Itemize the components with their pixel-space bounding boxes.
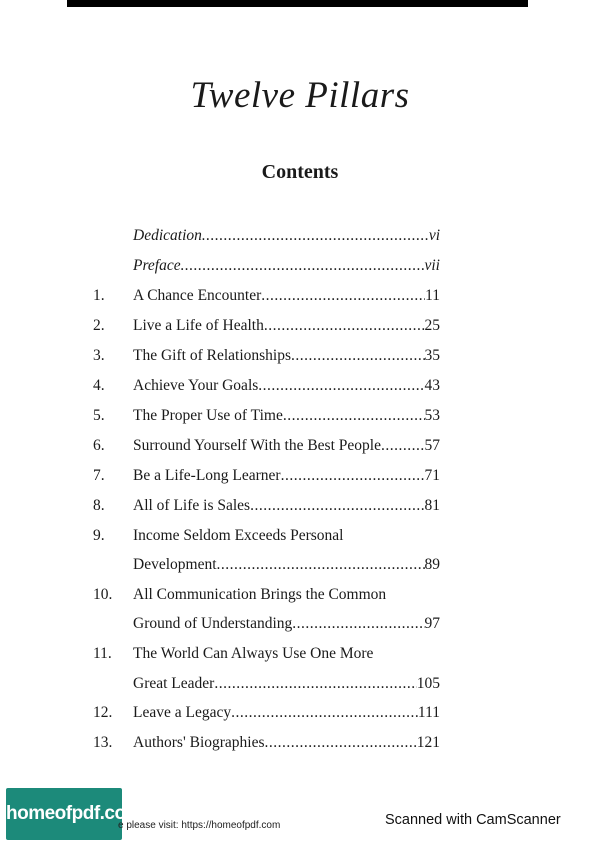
toc-title: The Proper Use of Time (133, 407, 283, 424)
toc-page: 81 (424, 497, 440, 514)
toc-title: The World Can Always Use One More (133, 645, 374, 662)
toc-title: Authors' Biographies (133, 734, 265, 751)
toc-title: Dedication (133, 227, 202, 244)
dot-leader (231, 702, 418, 724)
toc-page: 25 (424, 317, 440, 334)
toc-entry-1[interactable] (0, 285, 595, 307)
toc-number: 4. (93, 377, 105, 394)
toc-page: 111 (417, 704, 440, 721)
toc-entry-9[interactable] (0, 525, 595, 547)
toc-entry-4[interactable] (0, 375, 595, 397)
homeofpdf-logo[interactable]: homeofpdf.com (6, 788, 122, 840)
toc-number: 1. (93, 287, 105, 304)
toc-entry-11-cont[interactable] (0, 673, 595, 695)
toc-title: Live a Life of Health (133, 317, 264, 334)
dot-leader (283, 405, 425, 427)
toc-page: 121 (416, 734, 440, 751)
dot-leader (214, 673, 416, 695)
dot-leader (291, 345, 425, 367)
toc-entry-preface[interactable] (0, 255, 595, 277)
toc-title: A Chance Encounter (133, 287, 262, 304)
toc-title-cont: Great Leader (133, 675, 215, 692)
visit-link-text[interactable]: e please visit: https://homeofpdf.com (118, 820, 281, 831)
toc-entry-dedication[interactable] (0, 225, 595, 247)
toc-entry-9-cont[interactable] (0, 554, 595, 576)
dot-leader (202, 225, 429, 247)
dot-leader (281, 465, 425, 487)
toc-title: All of Life is Sales (133, 497, 251, 514)
toc-number: 5. (93, 407, 105, 424)
toc-title-cont: Development (133, 556, 217, 573)
dot-leader (217, 554, 425, 576)
toc-page: 89 (424, 556, 440, 573)
toc-entry-10-cont[interactable] (0, 613, 595, 635)
toc-page: vi (428, 227, 440, 244)
book-title: Twelve Pillars (190, 75, 410, 116)
dot-leader (181, 255, 425, 277)
toc-entry-8[interactable] (0, 495, 595, 517)
toc-number: 7. (93, 467, 105, 484)
camscanner-watermark: Scanned with CamScanner (385, 812, 561, 828)
toc-number: 10. (93, 586, 113, 603)
toc-title: Surround Yourself With the Best People (133, 437, 381, 454)
toc-title: Be a Life-Long Learner (133, 467, 281, 484)
toc-entry-10[interactable] (0, 584, 595, 606)
toc-entry-12[interactable] (0, 702, 595, 724)
dot-leader (381, 435, 425, 457)
dot-leader (258, 375, 424, 397)
dot-leader (265, 732, 417, 754)
toc-number: 8. (93, 497, 105, 514)
toc-title: Achieve Your Goals (133, 377, 259, 394)
toc-title-cont: Ground of Understanding (133, 615, 293, 632)
dot-leader (292, 613, 424, 635)
toc-entry-2[interactable] (0, 315, 595, 337)
toc-page: 57 (424, 437, 440, 454)
toc-entry-7[interactable] (0, 465, 595, 487)
toc-number: 11. (93, 645, 112, 662)
toc-entry-5[interactable] (0, 405, 595, 427)
toc-page: 53 (424, 407, 440, 424)
toc-title: All Communication Brings the Common (133, 586, 387, 603)
toc-page: vii (424, 257, 440, 274)
toc-page: 35 (424, 347, 440, 364)
toc-title: Preface (133, 257, 181, 274)
toc-page: 43 (424, 377, 440, 394)
toc-page: 105 (416, 675, 440, 692)
dot-leader (250, 495, 424, 517)
toc-number: 2. (93, 317, 105, 334)
toc-number: 13. (93, 734, 113, 751)
toc-title: Leave a Legacy (133, 704, 232, 721)
toc-title: The Gift of Relationships (133, 347, 291, 364)
toc-number: 9. (93, 527, 105, 544)
top-border-bar (67, 0, 528, 7)
toc-number: 12. (93, 704, 113, 721)
toc-entry-11[interactable] (0, 643, 595, 665)
toc-page: 71 (424, 467, 440, 484)
toc-title: Income Seldom Exceeds Personal (133, 527, 344, 544)
toc-number: 3. (93, 347, 105, 364)
toc-page: 97 (424, 615, 440, 632)
toc-entry-3[interactable] (0, 345, 595, 367)
dot-leader (264, 315, 425, 337)
dot-leader (261, 285, 425, 307)
toc-entry-13[interactable] (0, 732, 595, 754)
toc-page: 11 (425, 287, 440, 304)
toc-entry-6[interactable] (0, 435, 595, 457)
toc-number: 6. (93, 437, 105, 454)
contents-heading: Contents (261, 161, 339, 183)
